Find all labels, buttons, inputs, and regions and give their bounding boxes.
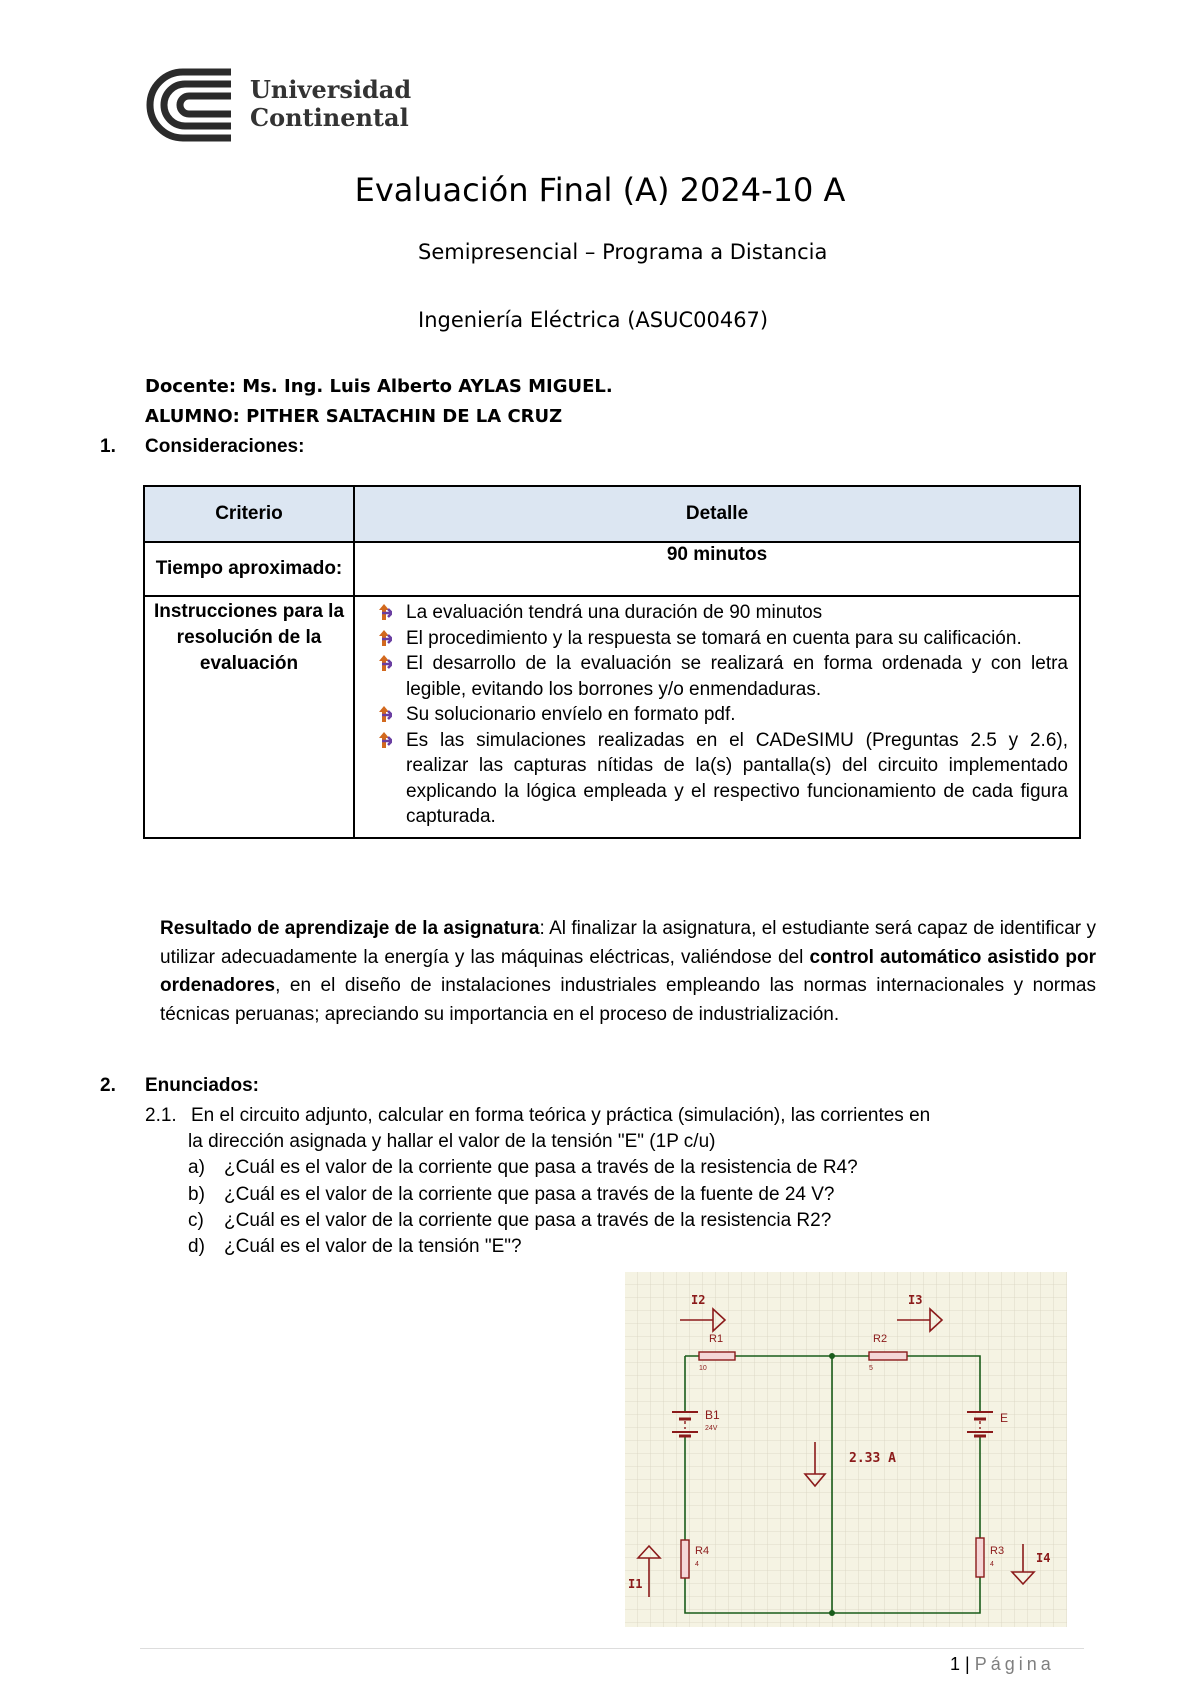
page-separator: |	[965, 1654, 970, 1674]
learning-bold-2: control automático asistido por ordenadores	[160, 946, 1096, 996]
sub-question-text: ¿Cuál es el valor de la corriente que pasa a través de la resistencia R2?	[224, 1210, 832, 1231]
b1-label: B1	[705, 1408, 720, 1422]
r1-value: 10	[699, 1365, 707, 1372]
current-readout: 2.33 A	[849, 1451, 896, 1466]
i3-label: I3	[908, 1293, 923, 1307]
page-title: Evaluación Final (A) 2024-10 A	[354, 171, 846, 209]
r3-value: 4	[990, 1561, 994, 1568]
list-item	[368, 626, 1068, 652]
footer-divider	[140, 1648, 1084, 1649]
circuit-diagram	[625, 1272, 1067, 1627]
logo-line2: Continental	[250, 103, 409, 132]
r2-value: 5	[869, 1365, 873, 1372]
list-item	[368, 728, 1068, 830]
node-top	[829, 1353, 835, 1359]
learning-outcome	[160, 915, 1096, 1029]
section2-number: 2.	[100, 1075, 116, 1096]
arrow-bullet-icon	[376, 706, 392, 722]
section2-title: Enunciados:	[145, 1075, 260, 1096]
table-header-row	[144, 486, 1080, 542]
logo-line1: Universidad	[250, 75, 412, 104]
instructions-list	[356, 598, 1078, 836]
row-value-time: 90 minutos	[354, 542, 1080, 596]
arrow-bullet-icon	[376, 630, 392, 646]
page-label: Página	[974, 1654, 1055, 1674]
sub-question-letter: d)	[188, 1236, 205, 1257]
arrow-bullet-icon	[376, 732, 392, 748]
e-label: E	[1000, 1411, 1009, 1425]
list-item	[368, 600, 1068, 626]
sub-question-letter: c)	[188, 1210, 204, 1231]
r4-label: R4	[695, 1545, 710, 1557]
list-item	[368, 702, 1068, 728]
course-name: Ingeniería Eléctrica (ASUC00467)	[418, 308, 769, 332]
question-line-1: En el circuito adjunto, calcular en forma teórica y práctica (simulación), las corrientes en	[191, 1105, 931, 1126]
student-line: ALUMNO: PITHER SALTACHIN DE LA CRUZ	[145, 406, 563, 427]
i4-label: I4	[1036, 1551, 1051, 1565]
row-label-time: Tiempo aproximado:	[144, 542, 354, 596]
question-number: 2.1.	[145, 1105, 177, 1126]
question-line-2: la dirección asignada y hallar el valor de la tensión "E" (1P c/u)	[188, 1131, 716, 1152]
row-label-instructions: Instrucciones para la resolución de la evaluación	[144, 596, 354, 838]
r4-value: 4	[695, 1561, 699, 1568]
table-row	[144, 542, 1080, 596]
page-subtitle: Semipresencial – Programa a Distancia	[418, 240, 828, 264]
page-number: 1	[950, 1654, 961, 1674]
instruction-text: Su solucionario envíelo en formato pdf.	[406, 704, 736, 725]
col-header-detalle: Detalle	[354, 486, 1080, 542]
sub-question-text: ¿Cuál es el valor de la corriente que pasa a través de la fuente de 24 V?	[224, 1184, 835, 1205]
learning-text-2: , en el diseño de instalaciones industriales empleando las normas internacionales y normas técnicas peruanas; apreciando su importancia en el proceso de industrialización.	[160, 975, 1096, 1025]
r1-label: R1	[709, 1333, 724, 1345]
col-header-criterio: Criterio	[144, 486, 354, 542]
section1-title: Consideraciones:	[145, 436, 305, 457]
instructions-cell	[354, 596, 1080, 838]
teacher-line: Docente: Ms. Ing. Luis Alberto AYLAS MIGUEL.	[145, 376, 613, 397]
r3-label: R3	[990, 1545, 1005, 1557]
sub-question-letter: a)	[188, 1157, 205, 1178]
list-item	[368, 651, 1068, 702]
page-footer	[950, 1654, 1055, 1675]
learning-text-1: : Al finalizar la asignatura, el estudiante será capaz de identificar y utilizar adecuadamente la energía y las máquinas eléctricas, valiéndose del	[160, 918, 1096, 968]
arrow-bullet-icon	[376, 604, 392, 620]
instruction-text: Es las simulaciones realizadas en el CADeSIMU (Preguntas 2.5 y 2.6), realizar las capturas nítidas de la(s) pantalla(s) del circuito implementado explicando la lógica empleada y el respectivo funcionamiento de cada figura capturada.	[406, 729, 1068, 827]
instruction-text: El desarrollo de la evaluación se realizará en forma ordenada y con letra legible, evitando los borrones y/o enmendaduras.	[406, 653, 1068, 700]
i2-label: I2	[691, 1293, 706, 1307]
instruction-text: El procedimiento y la respuesta se tomará en cuenta para su calificación.	[406, 627, 1022, 649]
i1-label: I1	[628, 1577, 643, 1591]
sub-question-text: ¿Cuál es el valor de la corriente que pasa a través de la resistencia de R4?	[224, 1157, 858, 1178]
learning-bold-1: Resultado de aprendizaje de la asignatura	[160, 918, 540, 939]
criteria-table	[143, 485, 1081, 839]
arrow-bullet-icon	[376, 655, 392, 671]
table-row	[144, 596, 1080, 838]
sub-question-text: ¿Cuál es el valor de la tensión "E"?	[224, 1236, 522, 1257]
sub-question-letter: b)	[188, 1184, 205, 1205]
logo-text	[250, 76, 411, 132]
b1-value: 24V	[705, 1425, 718, 1432]
section1-number: 1.	[100, 436, 116, 457]
instruction-text: La evaluación tendrá una duración de 90 minutos	[406, 602, 823, 623]
node-bottom	[829, 1610, 835, 1616]
r2-label: R2	[873, 1333, 888, 1345]
